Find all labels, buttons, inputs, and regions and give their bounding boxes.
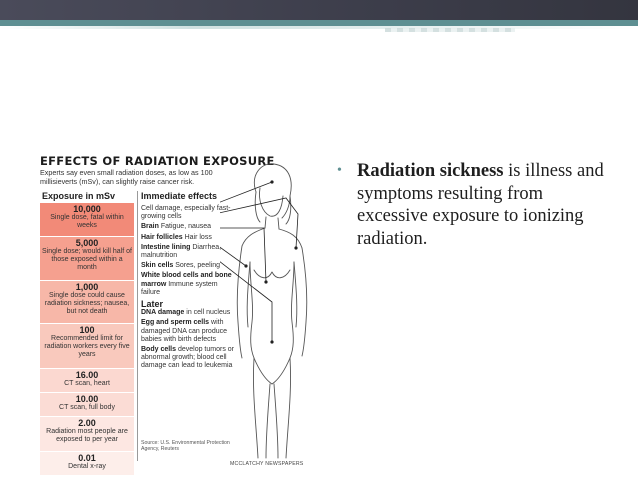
human-figure-illustration bbox=[220, 162, 310, 462]
exposure-value: 2.00 bbox=[78, 418, 96, 428]
exposure-desc: Recommended limit for radiation workers every five years bbox=[44, 335, 130, 358]
effect-label: Skin cells bbox=[141, 262, 174, 270]
pointer-brain bbox=[220, 182, 272, 206]
face-outline bbox=[259, 188, 283, 216]
neck-outline bbox=[265, 217, 279, 229]
right-arm-inner bbox=[294, 262, 297, 327]
shoulders-outline bbox=[242, 228, 302, 248]
pointer-hair bbox=[220, 198, 298, 248]
effect-text: with damaged DNA can produce babies with birth defects bbox=[141, 319, 227, 343]
exposure-header: Exposure in mSv bbox=[42, 191, 116, 201]
effect-text: in cell nucleus bbox=[184, 309, 231, 317]
slide-accent-glow bbox=[0, 26, 638, 29]
exposure-value: 10.00 bbox=[75, 394, 99, 404]
effect-label: Brain bbox=[141, 223, 159, 231]
left-arm-inner bbox=[247, 262, 250, 327]
exposure-desc: CT scan, full body bbox=[59, 404, 115, 411]
suit-leg-right bbox=[272, 358, 290, 384]
effect-text: Sores, peeling bbox=[173, 262, 220, 270]
effect-text: Cell damage, especially fast-growing cells bbox=[141, 205, 231, 221]
effect-label: Intestine lining bbox=[141, 243, 191, 251]
effect-text: Fatigue, nausea bbox=[158, 223, 212, 231]
pointer-dot-hair bbox=[294, 246, 297, 249]
exposure-row bbox=[40, 417, 134, 451]
effect-text: develop tumors or abnormal growth; blood cell damage can lead to leukemia bbox=[141, 346, 234, 370]
bullet-definition: is illness and symptoms resulting from excessive exposure to ionizing radiation. bbox=[357, 161, 604, 249]
exposure-value: 1,000 bbox=[75, 282, 99, 292]
exposure-row bbox=[40, 393, 134, 416]
left-leg bbox=[253, 358, 258, 458]
exposure-value: 5,000 bbox=[75, 238, 99, 248]
exposure-column bbox=[40, 203, 134, 476]
effect-label: Hair follicles bbox=[141, 233, 183, 241]
exposure-desc: CT scan, heart bbox=[64, 380, 110, 387]
exposure-desc: Single dose could cause radiation sickness; nausea, but not death bbox=[44, 292, 130, 315]
exposure-row bbox=[40, 281, 134, 323]
exposure-desc: Dental x-ray bbox=[68, 463, 106, 470]
suit-leg-left bbox=[254, 358, 272, 384]
pointer-dot-intestine bbox=[264, 280, 267, 283]
exposure-row bbox=[40, 369, 134, 392]
exposure-desc: Single dose, fatal within weeks bbox=[50, 214, 124, 229]
infographic-credit: MCCLATCHY NEWSPAPERS bbox=[230, 461, 304, 467]
later-header: Later bbox=[141, 299, 164, 310]
right-leg-inner bbox=[274, 384, 278, 458]
infographic-source: Source: U.S. Environmental Protection Agency, Reuters bbox=[141, 440, 230, 452]
exposure-row bbox=[40, 203, 134, 236]
effect-label: DNA damage bbox=[141, 309, 185, 317]
pointer-intestine bbox=[220, 228, 266, 282]
infographic-intro: Experts say even small radiation doses, as low as 100 millisieverts (mSv), can slightly raise cancer risk. bbox=[40, 168, 213, 186]
column-divider bbox=[137, 191, 138, 461]
exposure-value: 10,000 bbox=[73, 204, 101, 214]
exposure-row bbox=[40, 237, 134, 280]
effect-text: Diarrhea, malnutrition bbox=[141, 243, 222, 260]
effect-text: Immune system failure bbox=[141, 280, 218, 296]
bullet-paragraph bbox=[337, 160, 607, 250]
left-leg-inner bbox=[266, 384, 270, 458]
right-leg bbox=[286, 358, 291, 458]
bullet-term: Radiation sickness bbox=[357, 161, 504, 181]
right-arm bbox=[302, 248, 307, 356]
pointer-dot-skin bbox=[244, 264, 247, 267]
slide-top-bar bbox=[0, 0, 638, 20]
pointer-dot-blood bbox=[270, 340, 273, 343]
exposure-value: 16.00 bbox=[75, 370, 99, 380]
exposure-row bbox=[40, 452, 134, 475]
exposure-row bbox=[40, 324, 134, 368]
exposure-desc: Radiation most people are exposed to per year bbox=[46, 428, 128, 443]
infographic-title: EFFECTS OF RADIATION EXPOSURE bbox=[40, 154, 275, 168]
immediate-effects-header: Immediate effects bbox=[141, 191, 218, 201]
exposure-value: 0.01 bbox=[78, 453, 96, 463]
hair-strands bbox=[255, 192, 291, 224]
exposure-value: 100 bbox=[79, 325, 95, 335]
slide-accent-pattern bbox=[385, 28, 515, 32]
torso-right bbox=[290, 262, 294, 358]
effect-text: Hair loss bbox=[182, 233, 212, 241]
torso-left bbox=[250, 262, 254, 358]
radiation-infographic bbox=[40, 150, 308, 468]
pointer-skin bbox=[220, 240, 246, 266]
top-bar-gradient bbox=[0, 0, 638, 20]
bust-line bbox=[254, 270, 290, 278]
effect-label: White blood cells and bone marrow bbox=[141, 272, 232, 288]
bullet-body bbox=[357, 160, 607, 250]
exposure-desc: Single dose; would kill half of those exposed within a month bbox=[42, 248, 132, 271]
effect-label: Egg and sperm cells bbox=[141, 319, 210, 327]
pointer-dot-brain bbox=[270, 180, 273, 183]
effect-label: Body cells bbox=[141, 346, 177, 354]
bullet-icon: • bbox=[337, 163, 342, 178]
